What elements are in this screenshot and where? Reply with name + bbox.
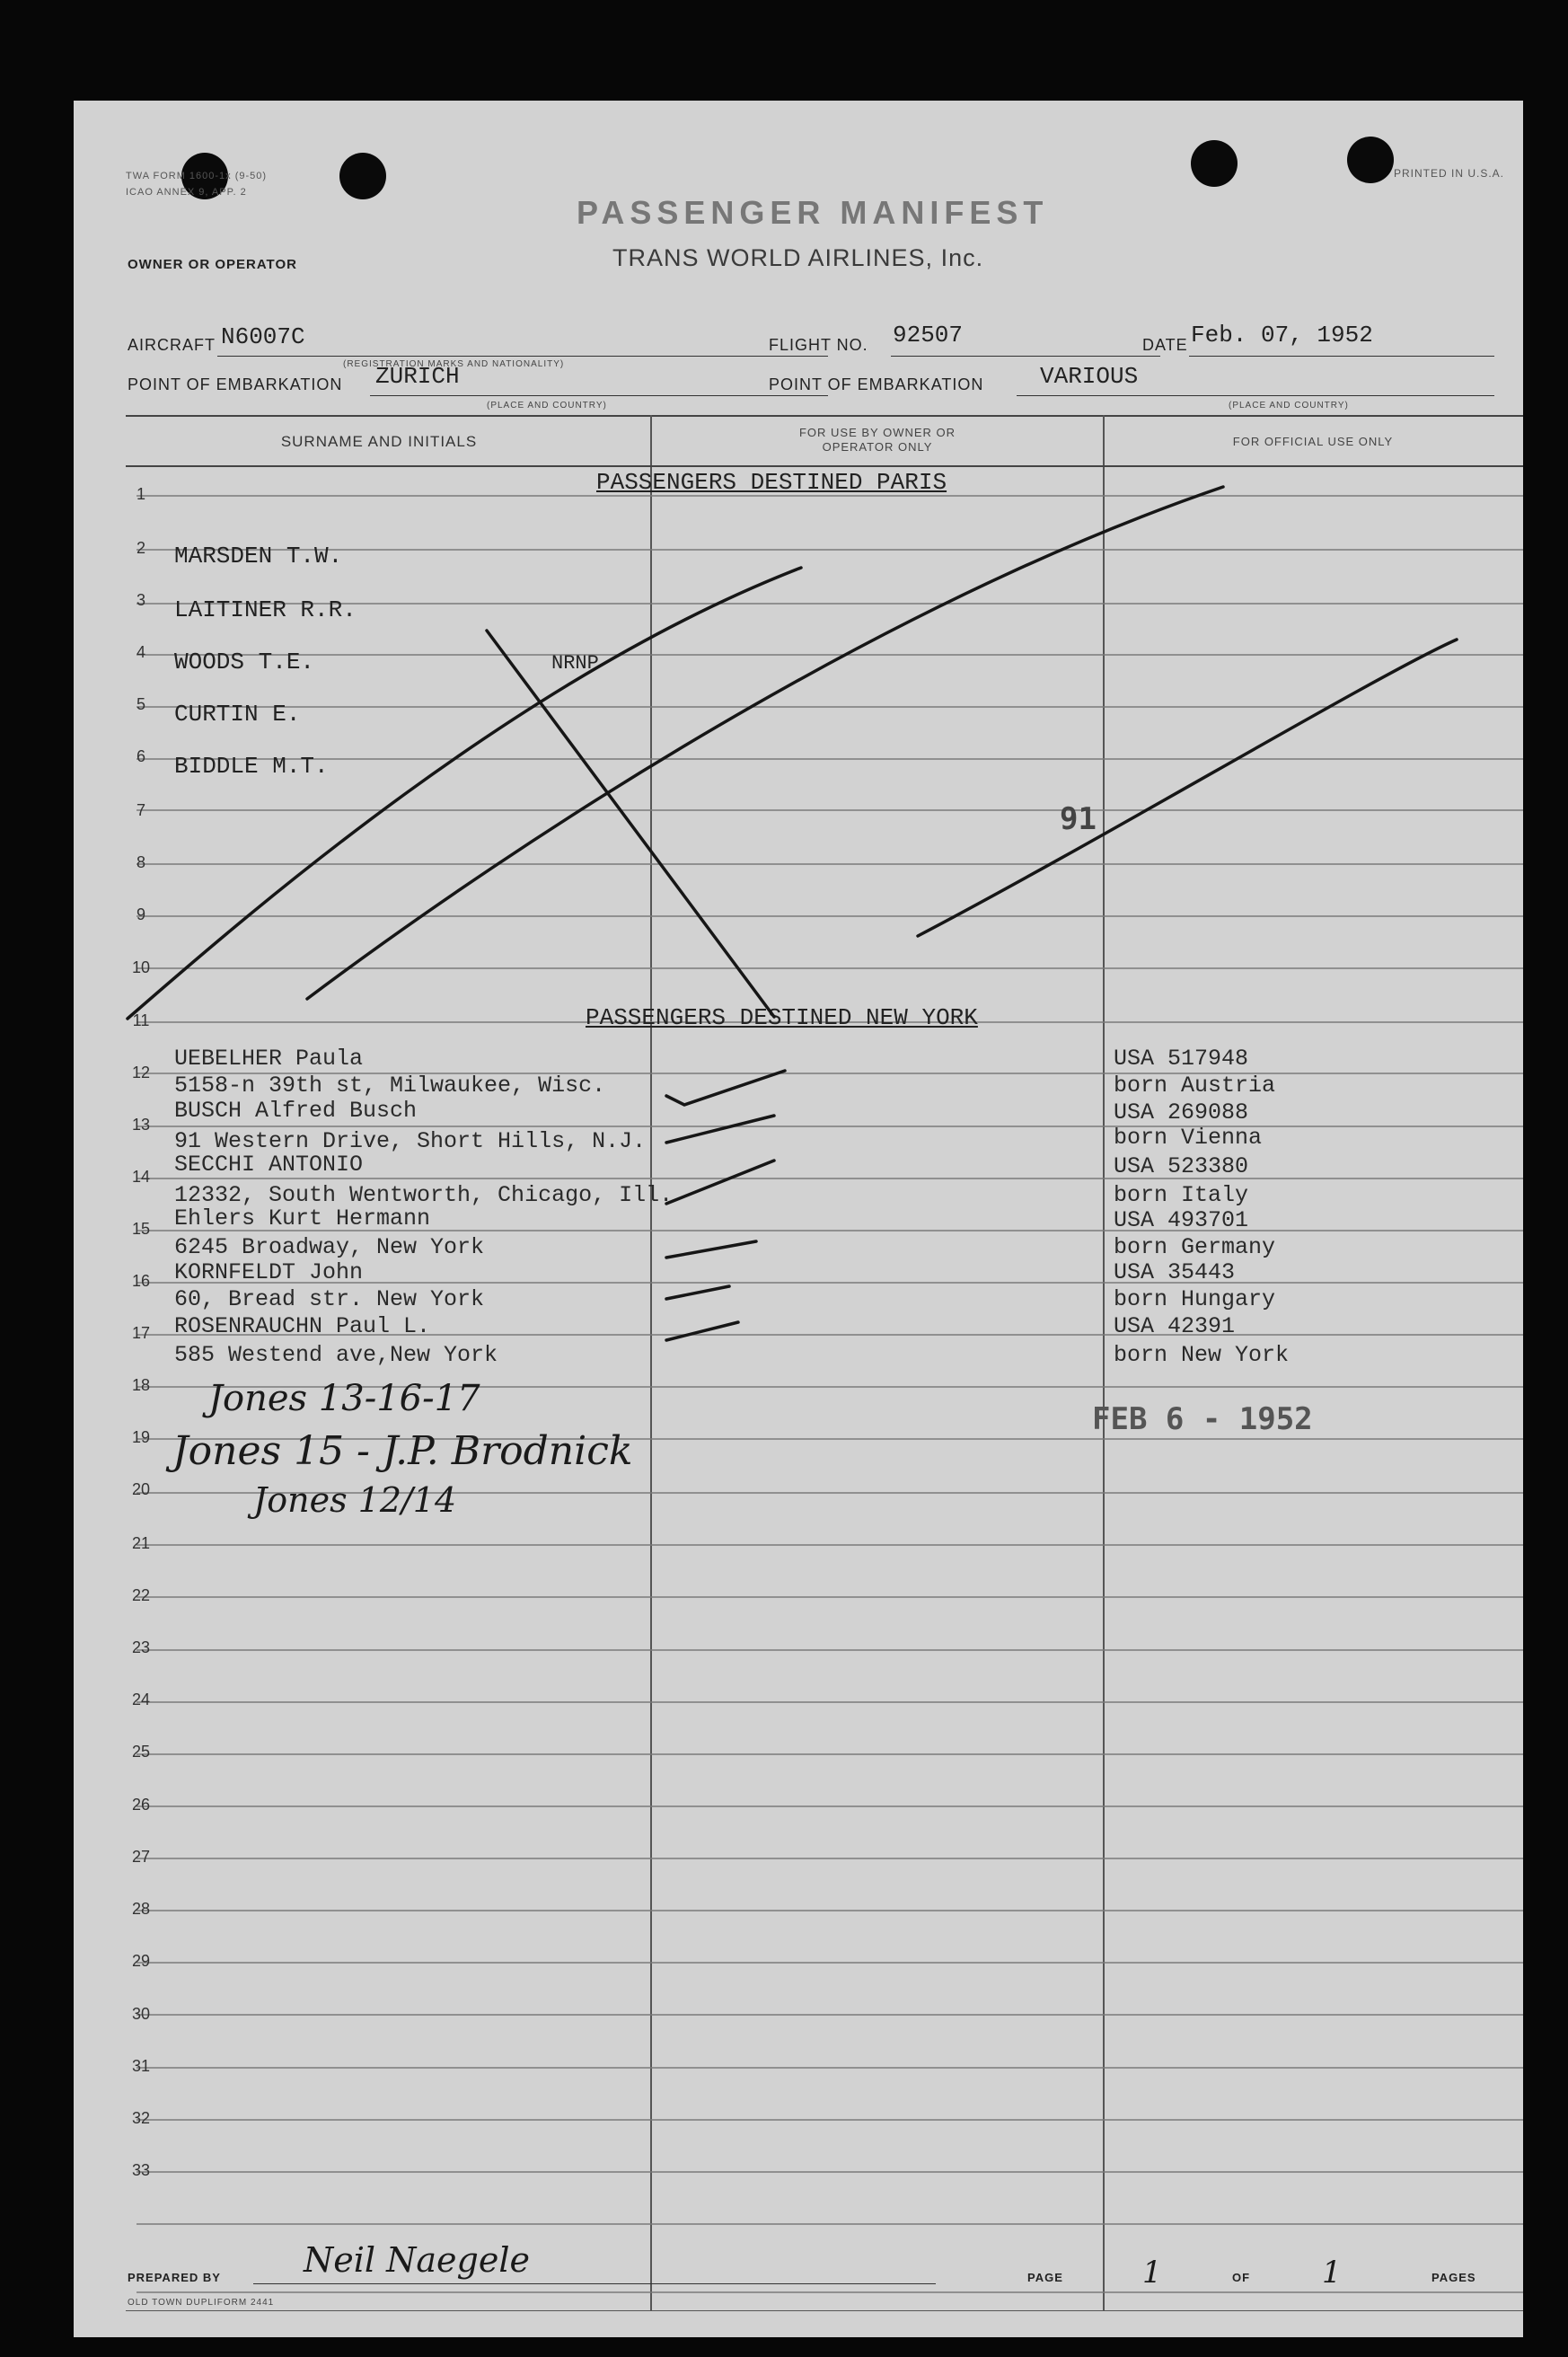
cross-out-stroke-1 xyxy=(128,568,801,1019)
date-label: DATE xyxy=(1142,336,1188,354)
check-mark-6 xyxy=(666,1322,738,1340)
row-number: 21 xyxy=(131,1534,151,1552)
ny-official-2: born Germany xyxy=(1114,1234,1276,1260)
total-pages: 1 xyxy=(1322,2255,1342,2291)
row-number: 28 xyxy=(131,1900,151,1918)
row-number: 10 xyxy=(131,958,151,976)
section-paris: PASSENGERS DESTINED PARIS xyxy=(596,469,947,496)
ny-passenger-address: 91 Western Drive, Short Hills, N.J. xyxy=(174,1128,647,1154)
row-number: 9 xyxy=(136,905,145,923)
embarkation-value: ZURICH xyxy=(375,363,460,390)
ny-passenger-name: Ehlers Kurt Hermann xyxy=(174,1205,431,1231)
handwritten-note-3: Jones 12/14 xyxy=(253,1480,457,1520)
form-id-line1: TWA FORM 1600-1x (9-50) xyxy=(126,171,268,181)
nrnp-mark: NRNP xyxy=(551,652,599,675)
ny-official-1: USA 269088 xyxy=(1114,1099,1249,1126)
cross-out-stroke-2 xyxy=(307,487,1223,999)
ny-passenger-address: 60, Bread str. New York xyxy=(174,1286,485,1312)
check-mark-4 xyxy=(666,1241,756,1258)
handwritten-note-1: Jones 13-16-17 xyxy=(208,1378,480,1419)
row-number: 13 xyxy=(131,1116,151,1134)
aircraft-label: AIRCRAFT xyxy=(128,336,216,354)
ny-passenger-address: 5158-n 39th st, Milwaukee, Wisc. xyxy=(174,1073,606,1099)
paris-passenger: WOODS T.E. xyxy=(174,649,315,675)
embarkation2-value: VARIOUS xyxy=(1040,363,1139,390)
form-title: PASSENGER MANIFEST xyxy=(577,194,1049,231)
col-header-official: FOR OFFICIAL USE ONLY xyxy=(1232,435,1394,448)
row-number: 11 xyxy=(132,1011,150,1029)
row-number: 30 xyxy=(131,2005,151,2023)
row-number: 7 xyxy=(136,801,145,819)
printed-in-usa: PRINTED IN U.S.A. xyxy=(1394,167,1505,180)
row-number: 16 xyxy=(131,1272,151,1290)
row-number: 12 xyxy=(131,1064,151,1081)
of-label: OF xyxy=(1232,2271,1251,2284)
check-mark-5 xyxy=(666,1286,729,1299)
manifest-sheet xyxy=(74,101,1523,2337)
ny-official-2: born Italy xyxy=(1114,1182,1249,1208)
row-number: 5 xyxy=(136,695,145,713)
check-mark-1 xyxy=(666,1071,785,1105)
check-mark-2 xyxy=(666,1116,774,1143)
pages-label: PAGES xyxy=(1431,2271,1476,2284)
row-number: 23 xyxy=(131,1638,151,1656)
row-number: 14 xyxy=(131,1168,151,1186)
ny-passenger-address: 12332, South Wentworth, Chicago, Ill. xyxy=(174,1182,674,1208)
row-number: 22 xyxy=(131,1586,151,1604)
ny-passenger-name: SECCHI ANTONIO xyxy=(174,1152,364,1178)
company-name: TRANS WORLD AIRLINES, Inc. xyxy=(612,244,984,271)
col-header-owner: FOR USE BY OWNER OR OPERATOR ONLY xyxy=(798,426,956,454)
date-stamp: FEB 6 - 1952 xyxy=(1092,1401,1313,1437)
row-number: 27 xyxy=(131,1848,151,1866)
aircraft-value: N6007C xyxy=(221,323,305,350)
owner-operator-label: OWNER OR OPERATOR xyxy=(128,257,297,272)
row-number: 25 xyxy=(131,1743,151,1761)
paris-passenger: LAITINER R.R. xyxy=(174,596,357,623)
prepared-by-underline xyxy=(253,2283,936,2284)
ny-official-1: USA 493701 xyxy=(1114,1207,1249,1233)
pen-strokes xyxy=(74,101,1523,2337)
row-number: 8 xyxy=(136,853,145,871)
row-number: 3 xyxy=(136,591,145,609)
ny-official-2: born Vienna xyxy=(1114,1125,1263,1151)
paris-passenger: BIDDLE M.T. xyxy=(174,753,329,780)
page-label: PAGE xyxy=(1027,2271,1063,2284)
printer-line: OLD TOWN DUPLIFORM 2441 xyxy=(128,2298,275,2308)
ny-official-2: born Austria xyxy=(1114,1073,1276,1099)
row-number: 18 xyxy=(131,1376,151,1394)
ny-official-1: USA 42391 xyxy=(1114,1313,1236,1339)
form-id-line2: ICAO ANNEX 9, APP. 2 xyxy=(126,187,247,198)
ny-official-1: USA 517948 xyxy=(1114,1046,1249,1072)
registration-note: (REGISTRATION MARKS AND NATIONALITY) xyxy=(343,359,565,369)
check-mark-3 xyxy=(666,1161,774,1204)
row-number: 6 xyxy=(136,747,145,765)
ny-passenger-address: 585 Westend ave,New York xyxy=(174,1342,498,1368)
paris-passenger: MARSDEN T.W. xyxy=(174,543,343,569)
row-number: 33 xyxy=(131,2161,151,2179)
ny-official-2: born Hungary xyxy=(1114,1286,1276,1312)
row-number: 31 xyxy=(131,2057,151,2075)
flight-value: 92507 xyxy=(893,322,964,349)
row-number: 32 xyxy=(131,2109,151,2127)
footer-border xyxy=(126,2310,1523,2311)
row-number: 20 xyxy=(131,1480,151,1498)
ny-passenger-name: ROSENRAUCHN Paul L. xyxy=(174,1313,431,1339)
row-number: 17 xyxy=(131,1324,151,1342)
ny-passenger-name: KORNFELDT John xyxy=(174,1259,364,1285)
ny-official-1: USA 35443 xyxy=(1114,1259,1236,1285)
section-newyork: PASSENGERS DESTINED NEW YORK xyxy=(586,1004,978,1031)
prepared-by-signature: Neil Naegele xyxy=(304,2240,530,2280)
flight-label: FLIGHT NO. xyxy=(769,336,868,354)
handwritten-note-2: Jones 15 - J.P. Brodnick xyxy=(172,1428,633,1474)
ny-passenger-name: UEBELHER Paula xyxy=(174,1046,364,1072)
prepared-by-label: PREPARED BY xyxy=(128,2271,221,2284)
stamp-91: 91 xyxy=(1060,801,1097,837)
page-number: 1 xyxy=(1142,2255,1162,2291)
ny-passenger-name: BUSCH Alfred Busch xyxy=(174,1098,418,1124)
row-number: 29 xyxy=(131,1952,151,1970)
row-number: 24 xyxy=(131,1691,151,1708)
embarkation2-label: POINT OF EMBARKATION xyxy=(769,375,984,393)
row-number: 19 xyxy=(131,1428,151,1446)
row-number: 26 xyxy=(131,1796,151,1814)
cross-out-stroke-4 xyxy=(487,631,774,1017)
place-note-2: (PLACE AND COUNTRY) xyxy=(1229,401,1349,410)
date-value: Feb. 07, 1952 xyxy=(1191,322,1373,349)
cross-out-stroke-3 xyxy=(918,640,1457,936)
row-number: 15 xyxy=(131,1220,151,1238)
paris-passenger: CURTIN E. xyxy=(174,701,301,728)
row-number: 4 xyxy=(136,643,145,661)
place-note-1: (PLACE AND COUNTRY) xyxy=(487,401,607,410)
row-number: 1 xyxy=(136,485,145,503)
row-number: 2 xyxy=(136,539,145,557)
ny-passenger-address: 6245 Broadway, New York xyxy=(174,1234,485,1260)
ny-official-2: born New York xyxy=(1114,1342,1290,1368)
ny-official-1: USA 523380 xyxy=(1114,1153,1249,1179)
embarkation-label: POINT OF EMBARKATION xyxy=(128,375,343,393)
col-header-surname: SURNAME AND INITIALS xyxy=(280,433,478,450)
